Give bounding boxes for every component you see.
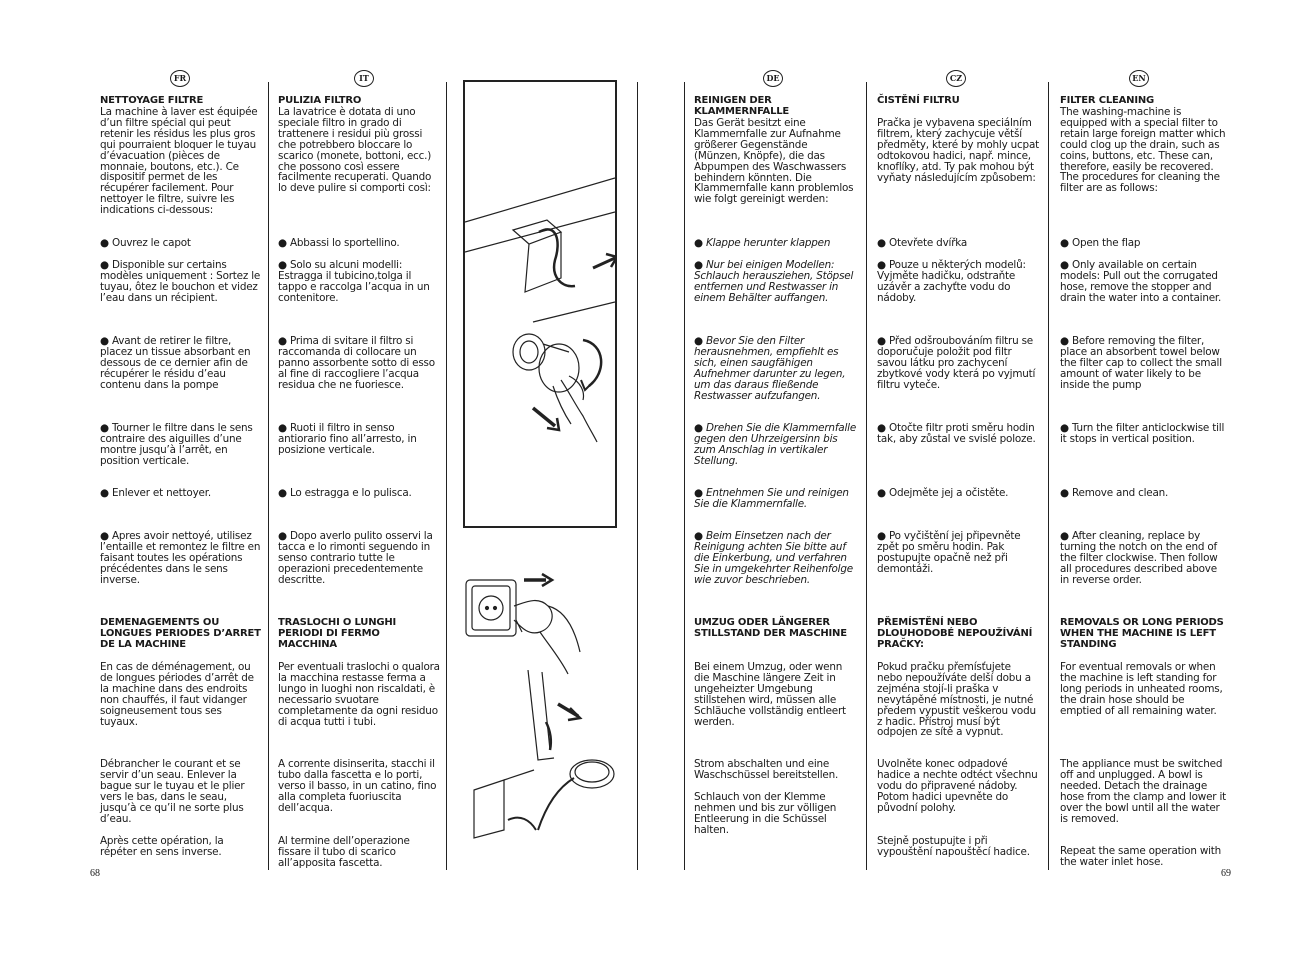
page-number-left: 68 — [90, 868, 100, 879]
filter-illustration-frame — [463, 80, 617, 528]
section-title-2: PŘEMÍSTĚNÍ NEBO DLOUHODOBÉ NEPOUŽÍVÁNÍ PRAČKY: — [877, 617, 1033, 650]
page-number-right: 69 — [1221, 868, 1231, 879]
step-6: ● Dopo averlo pulito osservi la tacca e lo rimonti seguendo in senso contrario tutte le operazioni precedentemente descritte. — [278, 530, 433, 586]
step-3: ● Avant de retirer le filtre, placez un tissue absorbant en dessous de ce dernier afin de récupérer le résidu d’eau contenu dans la pompe — [100, 335, 251, 391]
step-2: ● Pouze u některých modelů: Vyjměte hadičku, odstraňte uzávěr a zachyťte vodu do nádoby. — [877, 259, 1026, 304]
filter-flap-illustration — [465, 82, 615, 526]
paragraph-1: En cas de déménagement, ou de longues périodes d’arrêt de la machine dans des endroits non chauffés, il faut vidanger soigneusement tous ses tuyaux. — [100, 661, 254, 728]
intro-text: La machine à laver est équipée d’un filtre spécial qui peut retenir les résidus les plus gros qui pourraient bloquer le tuyau d’évacuation (pièces de monnaie, boutons, etc.). Ce dispositif permet de les récupérer facilement. Pour nettoyer le filtre, suivre les indications ci-dessous: — [100, 106, 258, 217]
step-3: ● Before removing the filter, place an absorbent towel below the filter cap to collect the small amount of water likely to be inside the pump — [1060, 335, 1222, 391]
step-2: ● Only available on certain models: Pull out the corrugated hose, remove the stopper and drain the water into a container. — [1060, 259, 1222, 304]
section-title-2: TRASLOCHI O LUNGHI PERIODI DI FERMO MACCHINA — [278, 617, 397, 650]
column-divider — [268, 82, 269, 870]
paragraph-1: Pokud pračku přemísťujete nebo nepoužíváte delší dobu a zejména stojí-li praška v nevytápěné místnosti, je nutné předem vypustit veškerou vodu z hadic. Přístroj musí být odpojen ze sítě a vypnut. — [877, 661, 1036, 739]
paragraph-3: Schlauch von der Klemme nehmen und bis zur völligen Entleerung in die Schüssel halten. — [694, 791, 837, 836]
step-4: ● Ruoti il filtro in senso antiorario fino all’arresto, in posizione verticale. — [278, 422, 417, 456]
step-2: ● Disponible sur certains modèles uniquement : Sortez le tuyau, ôtez le bouchon et videz l’eau dans un récipient. — [100, 259, 261, 304]
paragraph-1: Bei einem Umzug, oder wenn die Maschine längere Zeit in ungeheizter Umgebung stillstehen wird, müssen alle Schläuche vollständig entleert werden. — [694, 661, 846, 728]
step-4: ● Tourner le filtre dans le sens contraire des aiguilles d’une montre jusqu’à l’arrêt, en position verticale. — [100, 422, 253, 467]
hose-drain-illustration — [464, 670, 624, 840]
language-badge-fr: FR — [170, 70, 190, 87]
step-4: ● Turn the filter anticlockwise till it stops in vertical position. — [1060, 422, 1225, 445]
step-4: ● Drehen Sie die Klammernfalle gegen den Uhrzeigersinn bis zum Anschlag in vertikaler Stellung. — [694, 422, 857, 467]
step-1: ● Klappe herunter klappen — [694, 237, 831, 249]
step-3: ● Prima di svitare il filtro si raccomanda di collocare un panno assorbente sotto di esso al fine di raccogliere l’acqua residua che ne fuoriesce. — [278, 335, 435, 391]
language-badge-en: EN — [1129, 70, 1149, 87]
intro-text: The washing-machine is equipped with a special filter to retain large foreign matter which could clog up the drain, such as coins, buttons, etc. These can, therefore, easily be recovered. The procedures for cleaning the filter are as follows: — [1060, 106, 1226, 195]
unplug-illustration — [464, 566, 594, 676]
section-title: ČISTĚNÍ FILTRU — [877, 95, 960, 106]
section-title: PULIZIA FILTRO — [278, 95, 362, 106]
language-badge-de: DE — [763, 70, 783, 87]
column-divider — [446, 82, 447, 870]
step-5: ● Odejměte jej a očistěte. — [877, 487, 1009, 499]
section-title-2: REMOVALS OR LONG PERIODS WHEN THE MACHINE IS LEFT STANDING — [1060, 617, 1224, 650]
paragraph-2: A corrente disinserita, stacchi il tubo dalla fascetta e lo porti, verso il basso, in un catino, fino alla completa fuoriuscita dell’acqua. — [278, 758, 437, 814]
step-5: ● Lo estragga e lo pulisca. — [278, 487, 412, 499]
step-2: ● Solo su alcuni modelli: Estragga il tubicino,tolga il tappo e raccolga l’acqua in un contenitore. — [278, 259, 430, 304]
step-2: ● Nur bei einigen Modellen: Schlauch herausziehen, Stöpsel entfernen und Restwasser in einem Behälter auffangen. — [694, 259, 854, 304]
step-5: ● Enlever et nettoyer. — [100, 487, 211, 499]
section-title: FILTER CLEANING — [1060, 95, 1155, 106]
section-title: NETTOYAGE FILTRE — [100, 95, 204, 106]
step-1: ● Abbassi lo sportellino. — [278, 237, 400, 249]
paragraph-3: Stejně postupujte i při vypouštění napouštěcí hadice. — [877, 835, 1030, 858]
section-title: REINIGEN DER KLAMMERNFALLE — [694, 95, 790, 117]
paragraph-2: The appliance must be switched off and unplugged. A bowl is needed. Detach the drainage hose from the clamp and lower it over the bowl until all the water is removed. — [1060, 758, 1226, 825]
paragraph-3: Al termine dell’operazione fissare il tubo di scarico all’apposita fascetta. — [278, 835, 410, 869]
step-1: ● Otevřete dvířka — [877, 237, 968, 249]
paragraph-1: Per eventuali traslochi o qualora la macchina restasse ferma a lungo in luoghi non riscaldati, è necessario svuotare completamente da ogni residuo di acqua tutti i tubi. — [278, 661, 440, 728]
intro-text: Pračka je vybavena speciálním filtrem, který zachycuje větší předměty, které by mohly ucpat odtokovou hadici, např. mince, knoflíky, atd. Ty pak mohou být vyňaty následujícím způsobem: — [877, 117, 1039, 184]
step-6: ● Apres avoir nettoyé, utilisez l’entaille et remontez le filtre en faisant toutes les opérations précédentes dans le sens inverse. — [100, 530, 261, 586]
step-1: ● Ouvrez le capot — [100, 237, 191, 249]
step-4: ● Otočte filtr proti směru hodin tak, aby zůstal ve svislé poloze. — [877, 422, 1036, 445]
section-title-2: UMZUG ODER LÄNGERER STILLSTAND DER MASCHINE — [694, 617, 847, 639]
language-badge-it: IT — [354, 70, 374, 87]
column-divider — [684, 82, 685, 870]
step-6: ● Beim Einsetzen nach der Reinigung achten Sie bitte auf die Einkerbung, und verfahren Sie in umgekehrter Reihenfolge wie zuvor beschrieben. — [694, 530, 853, 586]
paragraph-3: Après cette opération, la répéter en sens inverse. — [100, 835, 224, 858]
step-5: ● Remove and clean. — [1060, 487, 1169, 499]
step-3: ● Bevor Sie den Filter herausnehmen, empfiehlt es sich, einen saugfähigen Aufnehmer darunter zu legen, um das daraus fließende Restwasser aufzufangen. — [694, 335, 846, 402]
step-3: ● Před odšroubováním filtru se doporučuje položit pod filtr savou látku pro zachycení zbytkové vody která po vyjmutí filtru vyteče. — [877, 335, 1036, 391]
paragraph-3: Repeat the same operation with the water inlet hose. — [1060, 845, 1222, 868]
column-divider — [1048, 82, 1049, 870]
step-6: ● Po vyčištění jej připevněte zpět po směru hodin. Pak postupujte opačně než při demontáži. — [877, 530, 1021, 575]
intro-text: Das Gerät besitzt eine Klammernfalle zur Aufnahme größerer Gegenstände (Münzen, Knöpfe), die das Abpumpen des Waschwassers behindern könnten. Die Klammernfalle kann problemlos wie folgt gereinigt werden: — [694, 117, 854, 206]
page-gutter — [637, 82, 638, 870]
paragraph-2: Strom abschalten und eine Waschschüssel bereitstellen. — [694, 758, 839, 781]
paragraph-2: Uvolněte konec odpadové hadice a nechte odtéct všechnu vodu do připravené nádoby. Potom hadici upevněte do původní polohy. — [877, 758, 1038, 814]
language-badge-cz: CZ — [946, 70, 966, 87]
step-6: ● After cleaning, replace by turning the notch on the end of the filter clockwise. Then follow all procedures described above in reverse order. — [1060, 530, 1218, 586]
section-title-2: DEMENAGEMENTS OU LONGUES PERIODES D’ARRET DE LA MACHINE — [100, 617, 261, 650]
step-5: ● Entnehmen Sie und reinigen Sie die Klammernfalle. — [694, 487, 849, 510]
intro-text: La lavatrice è dotata di uno speciale filtro in grado di trattenere i residui più grossi che potrebbero bloccare lo scarico (monete, bottoni, ecc.) che possono così essere facilmente recuperati. Quando lo deve pulire si comporti così: — [278, 106, 432, 195]
paragraph-2: Débrancher le courant et se servir d’un seau. Enlever la bague sur le tuyau et le plier vers le bas, dans le seau, jusqu’à ce qu’il ne sorte plus d’eau. — [100, 758, 245, 825]
column-divider — [866, 82, 867, 870]
paragraph-1: For eventual removals or when the machine is left standing for long periods in unheated rooms, the drain hose should be emptied of all remaining water. — [1060, 661, 1223, 717]
step-1: ● Open the flap — [1060, 237, 1141, 249]
